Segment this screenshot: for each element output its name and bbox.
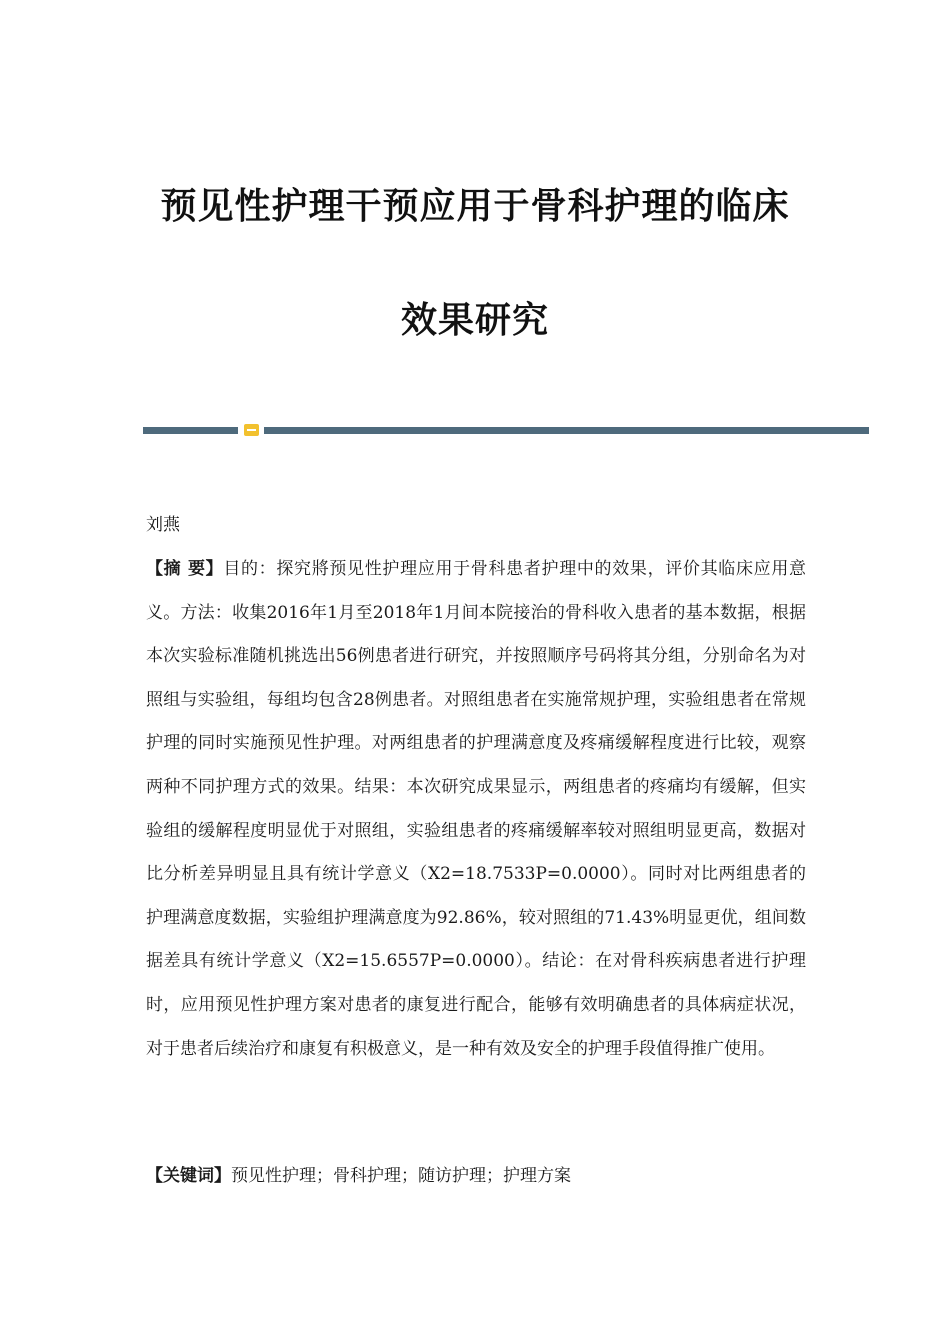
divider-bar-right <box>264 427 869 434</box>
keywords-label: 【关键词】 <box>146 1166 231 1186</box>
keywords <box>146 1158 806 1194</box>
title-divider <box>143 422 869 438</box>
abstract <box>146 548 806 1071</box>
abstract-text: 目的：探究將预见性护理应用于骨科患者护理中的效果，评价其临床应用意义。方法：收集2016年1月至2018年1月间本院接治的骨科收入患者的基本数据，根据本次实验标准随机挑选出56例患者进行研究，并按照顺序号码将其分组，分别命名为对照组与实验组，每组均包含28例患者。对照组患者在实施常规护理，实验组患者在常规护理的同时实施预见性护理。对两组患者的护理满意度及疼痛缓解程度进行比较，观察两种不同护理方式的效果。结果：本次研究成果显示，两组患者的疼痛均有缓解，但实验组的缓解程度明显优于对照组，实验组患者的疼痛缓解率较对照组明显更高，数据对比分析差异明显且具有统计学意义（X2=18.7533P=0.0000）。同时对比两组患者的护理满意度数据，实验组护理满意度为92.86%，较对照组的71.43%明显更优，组间数据差具有统计学意义（X2=15.6557P=0.0000）。结论：在对骨科疾病患者进行护理时，应用预见性护理方案对患者的康复进行配合，能够有效明确患者的具体病症状况，对于患者后续治疗和康复有积极意义，是一种有效及安全的护理手段值得推广使用。 <box>146 559 807 1059</box>
paper-title-line-1: 预见性护理干预应用于骨科护理的临床 <box>160 186 790 227</box>
divider-bar-left <box>143 427 238 434</box>
abstract-label: 【摘 要】 <box>146 559 224 579</box>
keywords-text: 预见性护理；骨科护理；随访护理；护理方案 <box>231 1166 571 1186</box>
divider-badge-icon <box>244 424 259 436</box>
paper-title-line-2: 效果研究 <box>400 300 549 341</box>
author-name: 刘燕 <box>146 515 180 535</box>
